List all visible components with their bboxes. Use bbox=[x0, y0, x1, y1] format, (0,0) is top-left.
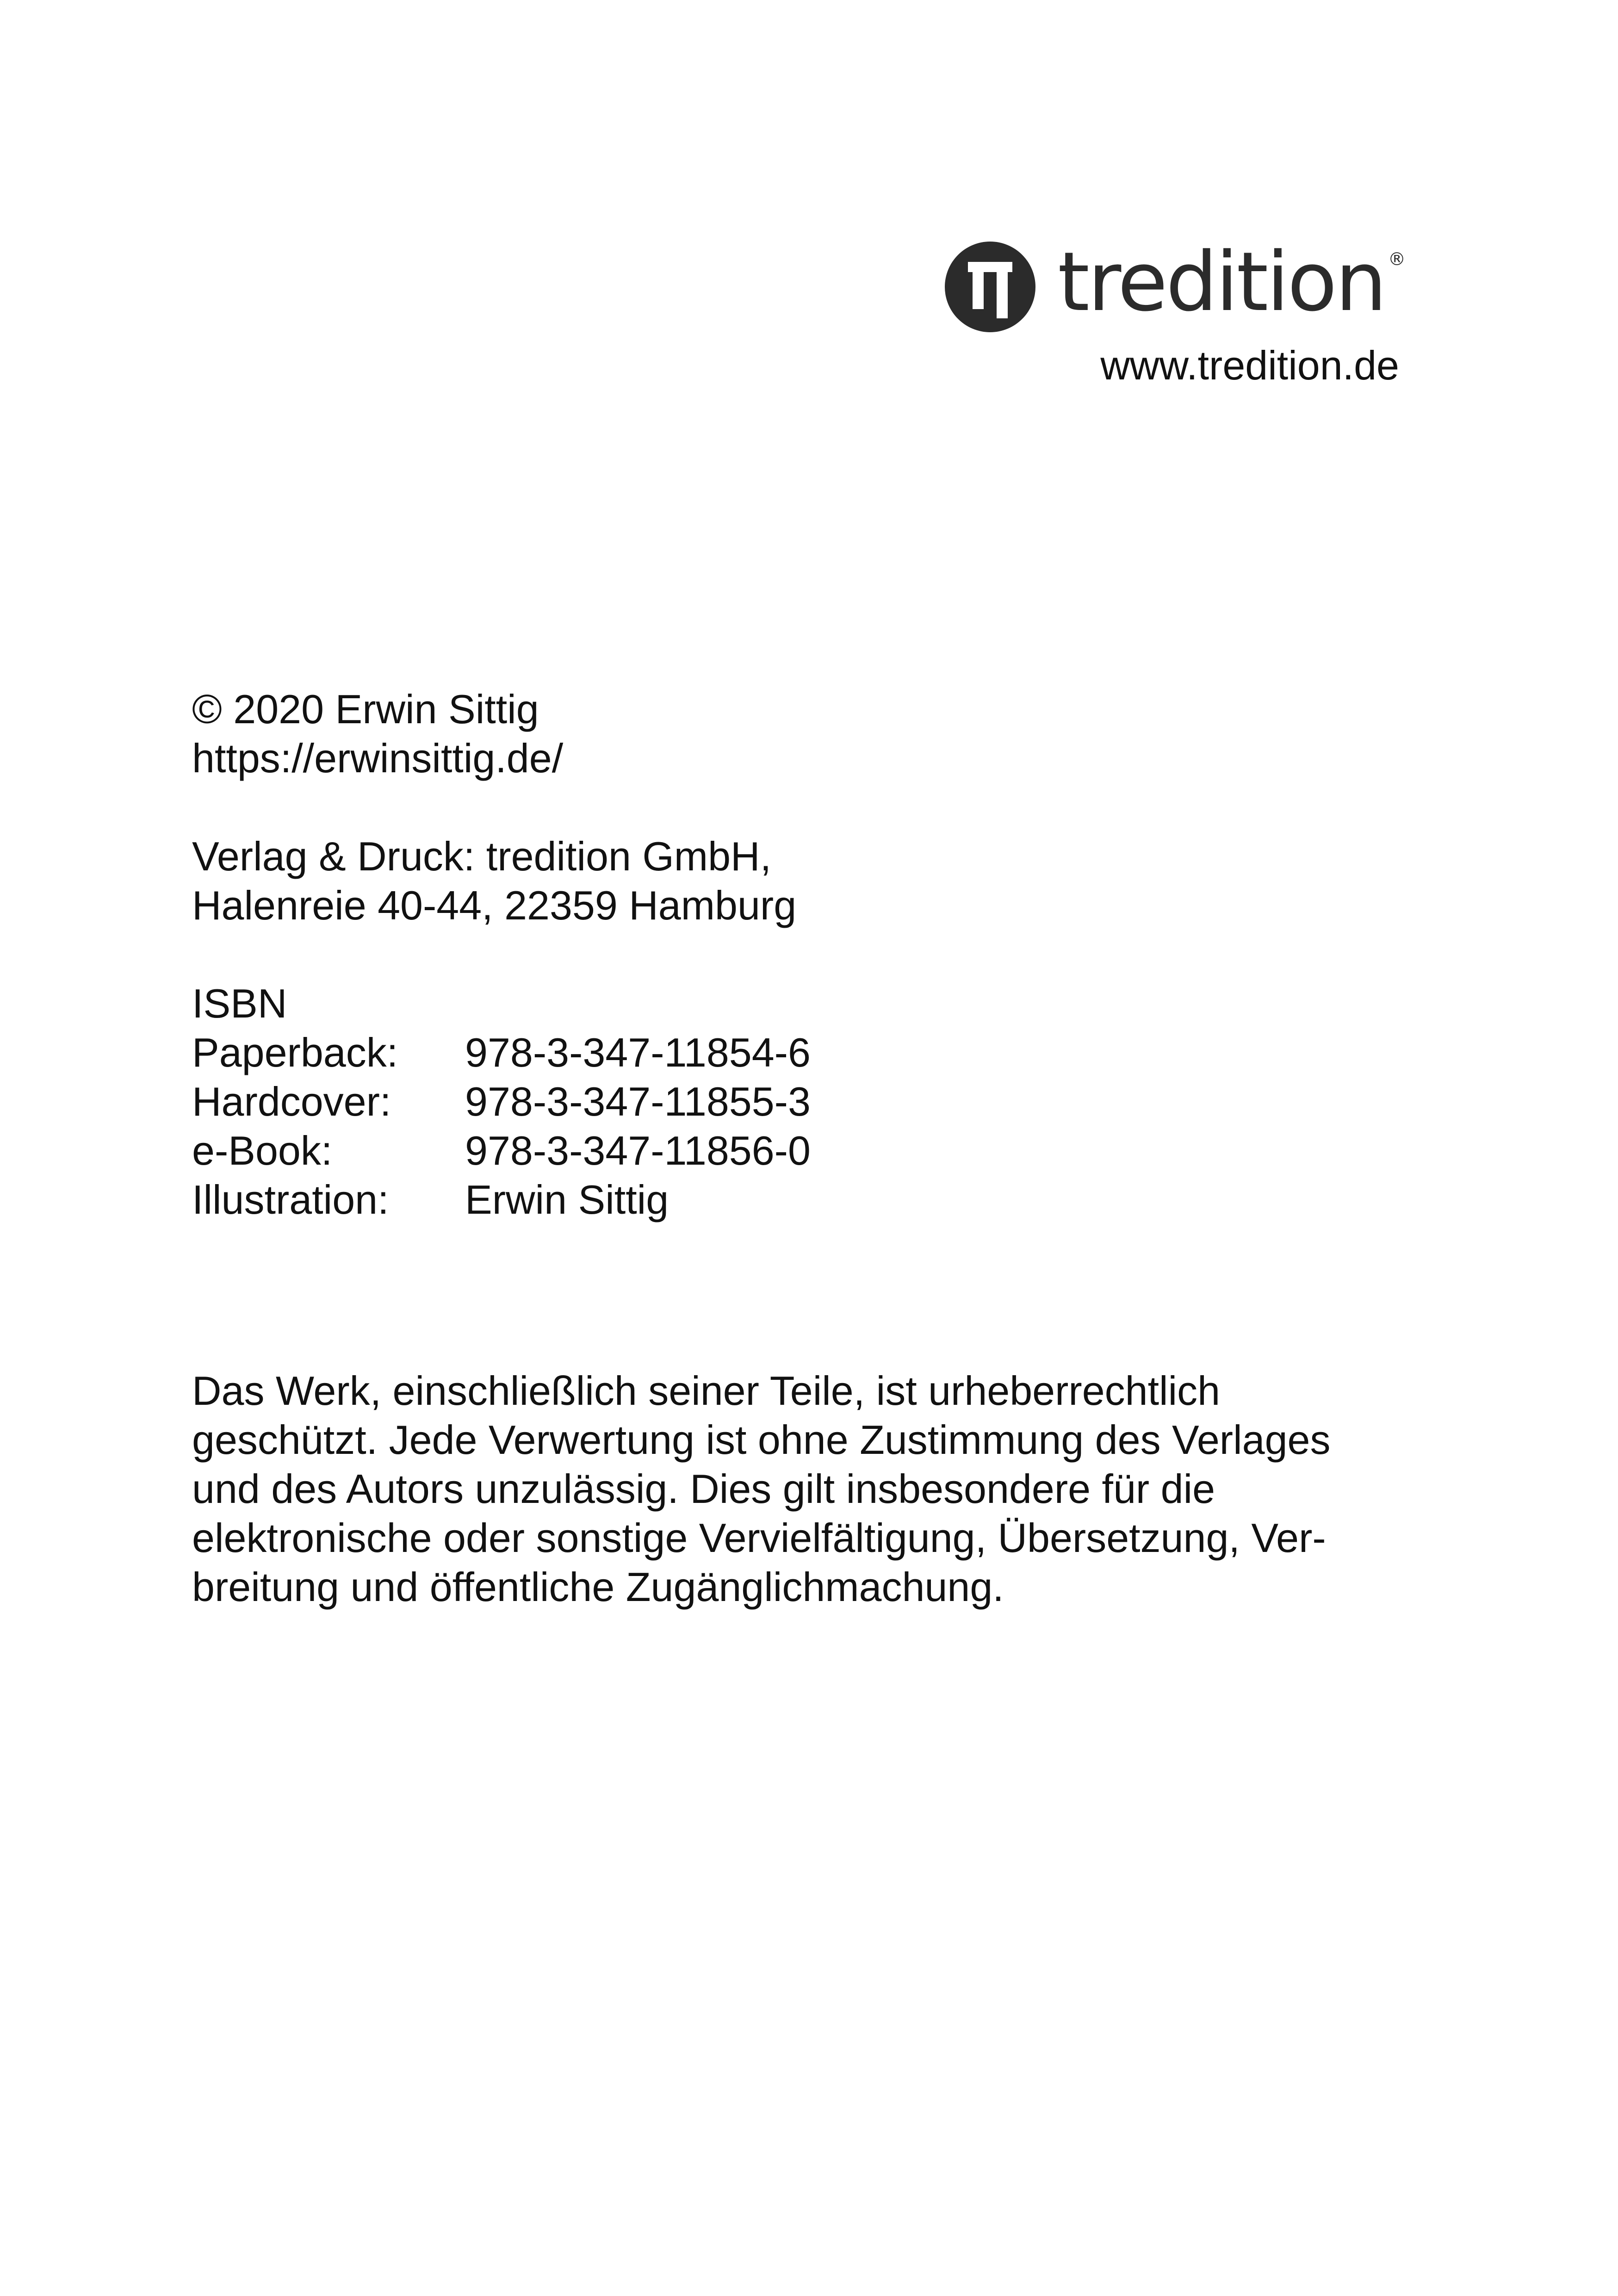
copyright-notice bbox=[192, 1366, 1441, 1612]
publisher-address-line-1: Verlag & Druck: tredition GmbH, bbox=[192, 833, 772, 879]
notice-line: und des Autors unzulässig. Dies gilt insbesondere für die bbox=[192, 1466, 1215, 1512]
isbn-row-label: Paperback: bbox=[192, 1030, 398, 1075]
isbn-row-label: Hardcover: bbox=[192, 1079, 391, 1124]
isbn-row-label: e-Book: bbox=[192, 1128, 333, 1173]
notice-line: breitung und öffentliche Zugänglichmachung. bbox=[192, 1564, 1004, 1610]
isbn-row-ebook bbox=[192, 1126, 1441, 1175]
registered-mark: ® bbox=[1388, 249, 1406, 269]
imprint-block bbox=[192, 685, 1441, 1224]
copyright-line: © 2020 Erwin Sittig bbox=[192, 686, 539, 732]
isbn-row-hardcover bbox=[192, 1077, 1441, 1126]
illustration-value: Erwin Sittig bbox=[465, 1177, 669, 1222]
publisher-website: www.tredition.de bbox=[1100, 342, 1399, 388]
isbn-row-paperback bbox=[192, 1028, 1441, 1077]
notice-line: elektronische oder sonstige Vervielfältigung, Übersetzung, Ver- bbox=[192, 1515, 1326, 1561]
publisher-address-line-2: Halenreie 40-44, 22359 Hamburg bbox=[192, 882, 797, 928]
isbn-heading: ISBN bbox=[192, 980, 287, 1026]
illustration-row bbox=[192, 1175, 1441, 1224]
notice-line: Das Werk, einschließlich seiner Teile, ist urheberrechtlich bbox=[192, 1368, 1221, 1414]
isbn-row-value: 978-3-347-11854-6 bbox=[465, 1030, 811, 1075]
spacer bbox=[192, 783, 1441, 832]
isbn-row-value: 978-3-347-11855-3 bbox=[465, 1079, 811, 1124]
tredition-t-logo-icon bbox=[944, 241, 1036, 333]
spacer bbox=[192, 930, 1441, 979]
notice-line: geschützt. Jede Verwertung ist ohne Zustimmung des Verlages bbox=[192, 1417, 1331, 1463]
illustration-label: Illustration: bbox=[192, 1177, 389, 1222]
author-url: https://erwinsittig.de/ bbox=[192, 735, 564, 781]
publisher-logo-text: tredition bbox=[1058, 235, 1385, 329]
publisher-block bbox=[925, 227, 1416, 393]
isbn-row-value: 978-3-347-11856-0 bbox=[465, 1128, 811, 1173]
